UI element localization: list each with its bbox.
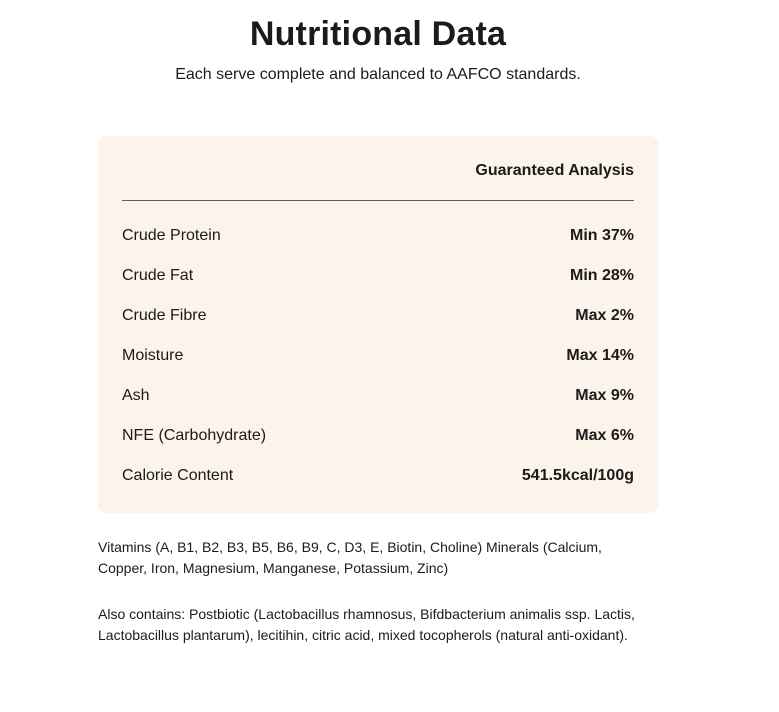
analysis-divider	[122, 200, 634, 201]
analysis-row-crude-fibre	[122, 296, 634, 336]
analysis-row-crude-fat	[122, 256, 634, 296]
analysis-row-label: Crude Fat	[122, 267, 194, 284]
analysis-row-label: Crude Protein	[122, 227, 221, 244]
analysis-row-label: Calorie Content	[122, 467, 234, 484]
also-contains-note: Also contains: Postbiotic (Lactobacillus rhamnosus, Bifdbacterium animalis ssp. Lactis, Lactobacillus plantarum), lecitihin, citric acid, mixed tocopherols (natural anti-oxidant).	[98, 606, 635, 643]
analysis-row-crude-protein	[122, 216, 634, 256]
analysis-heading: Guaranteed Analysis	[475, 162, 634, 179]
analysis-row-ash	[122, 376, 634, 416]
analysis-row-label: NFE (Carbohydrate)	[122, 427, 267, 444]
analysis-row-value: Max 6%	[575, 427, 634, 444]
guaranteed-analysis-card	[98, 136, 658, 513]
analysis-row-value: Min 28%	[569, 267, 634, 284]
analysis-row-value: Max 14%	[566, 347, 634, 364]
analysis-row-label: Moisture	[122, 347, 184, 364]
analysis-row-value: Max 2%	[575, 307, 634, 324]
analysis-row-value: Max 9%	[575, 387, 634, 404]
analysis-row-nfe	[122, 416, 634, 456]
page-subtitle: Each serve complete and balanced to AAFCO standards.	[175, 66, 581, 83]
analysis-row-moisture	[122, 336, 634, 376]
vitamins-minerals-note: Vitamins (A, B1, B2, B3, B5, B6, B9, C, D3, E, Biotin, Choline) Minerals (Calcium, Copper, Iron, Magnesium, Manganese, Potassium, Zinc)	[98, 539, 602, 576]
analysis-row-value: Min 37%	[569, 227, 634, 244]
analysis-table	[122, 216, 634, 496]
page-title: Nutritional Data	[249, 15, 507, 53]
analysis-row-calorie-content	[122, 456, 634, 496]
analysis-row-label: Crude Fibre	[122, 307, 207, 324]
analysis-row-value: 541.5kcal/100g	[521, 467, 634, 484]
analysis-row-label: Ash	[122, 387, 150, 404]
